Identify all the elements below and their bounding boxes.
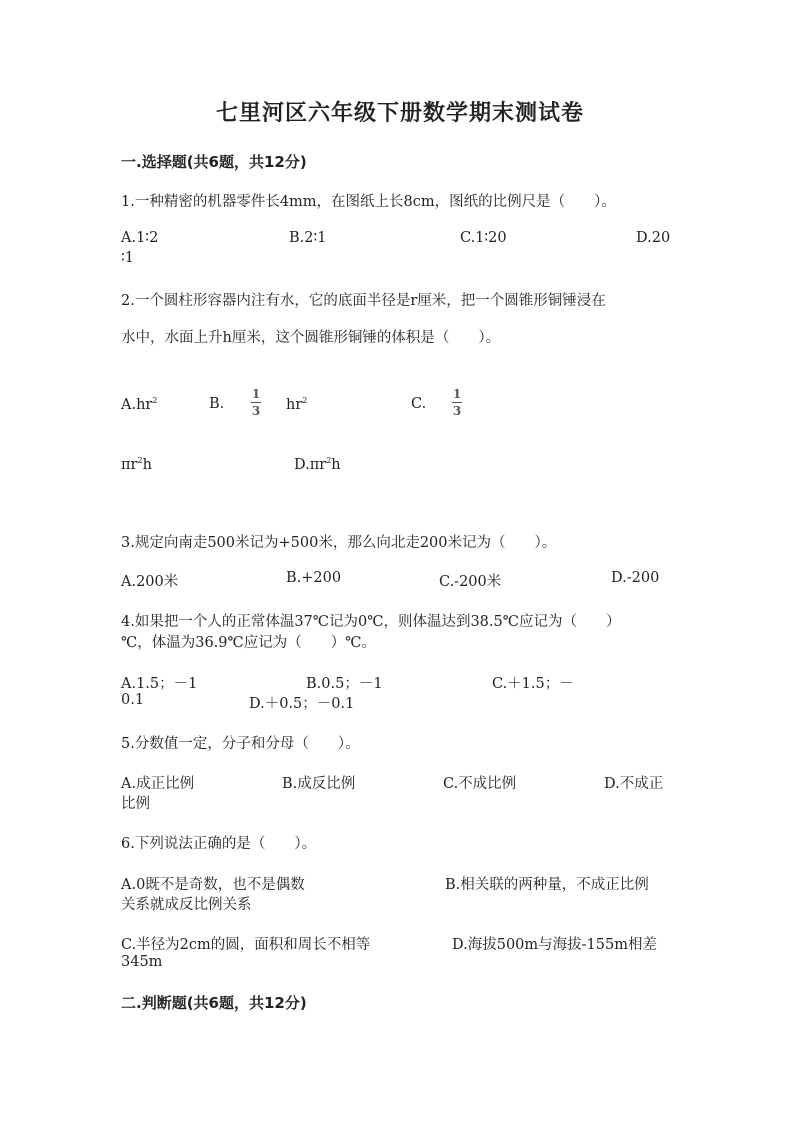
- question-3-option-c: C.-200米: [439, 574, 502, 590]
- question-5-option-d: D.不成正: [604, 776, 664, 792]
- question-2-option-d: [294, 456, 341, 473]
- question-6-stem: 6.下列说法正确的是（ ）。: [121, 836, 317, 852]
- question-1-option-a: A.1∶2: [121, 230, 159, 246]
- question-6-option-d-continued: 345m: [121, 954, 163, 970]
- question-3-option-b: B.+200: [286, 570, 342, 586]
- section-heading-judgment: 二.判断题(共6题，共12分): [121, 994, 307, 1012]
- question-4-option-d: D.＋0.5；－0.1: [249, 696, 355, 712]
- fraction-numerator: 1: [251, 387, 261, 401]
- question-2-stem-line1: 2.一个圆柱形容器内注有水，它的底面半径是r厘米，把一个圆锥形铜锤浸在: [121, 293, 606, 309]
- question-5-option-b: B.成反比例: [282, 776, 356, 792]
- question-2-option-b-expression: [286, 396, 307, 413]
- question-6-option-d: D.海拔500m与海拔-155m相差: [452, 937, 657, 953]
- question-5-option-d-continued: 比例: [121, 796, 150, 812]
- option-b-text: hr: [286, 396, 303, 413]
- question-4-option-b: B.0.5；－1: [306, 676, 383, 692]
- option-a-exponent: 2: [152, 396, 158, 405]
- question-4-stem-line2: ℃，体温为36.9℃应记为（ ）℃。: [121, 635, 376, 651]
- option-d-exponent: 2: [326, 456, 332, 465]
- question-5-stem: 5.分数值一定，分子和分母（ ）。: [121, 736, 360, 752]
- option-c-exponent: 2: [137, 456, 143, 465]
- question-6-option-b-continued: 关系就成反比例关系: [121, 897, 252, 913]
- question-1-option-d: D.20: [636, 230, 671, 246]
- question-1-option-c: C.1∶20: [460, 230, 507, 246]
- question-4-option-c-continued: 0.1: [121, 692, 145, 708]
- question-3-option-d: D.-200: [611, 570, 660, 586]
- fraction-numerator: 1: [452, 387, 462, 401]
- question-4-option-c: C.＋1.5；－: [492, 676, 574, 692]
- question-2-option-b-label: B.: [209, 396, 225, 412]
- question-1-option-d-continued: ∶1: [121, 250, 134, 266]
- option-c-fraction: [452, 387, 462, 418]
- question-3-option-a: A.200米: [121, 574, 179, 590]
- question-6-option-b: B.相关联的两种量，不成正比例: [445, 877, 649, 893]
- question-6-option-a: A.0既不是奇数，也不是偶数: [121, 877, 305, 893]
- option-c-text: πr: [121, 456, 138, 473]
- fraction-bar: [251, 402, 261, 403]
- fraction-bar: [452, 402, 462, 403]
- section-heading-choice: 一.选择题(共6题，共12分): [121, 153, 307, 171]
- page-title: 七里河区六年级下册数学期末测试卷: [215, 101, 584, 126]
- option-d-text: D.πr: [294, 456, 327, 473]
- option-b-fraction: [251, 387, 261, 418]
- option-d-text-end: h: [331, 456, 341, 473]
- question-4-stem-line1: 4.如果把一个人的正常体温37℃记为0℃，则体温达到38.5℃应记为（ ）: [121, 614, 621, 630]
- question-3-stem: 3.规定向南走500米记为+500米，那么向北走200米记为（ ）。: [121, 535, 557, 551]
- fraction-denominator: 3: [251, 404, 261, 418]
- question-6-option-c: C.半径为2cm的圆，面积和周长不相等: [121, 937, 371, 953]
- option-c-text-end: h: [142, 456, 152, 473]
- question-2-stem-line2: 水中，水面上升h厘米，这个圆锥形铜锤的体积是（ ）。: [121, 330, 501, 346]
- question-5-option-c: C.不成比例: [443, 776, 517, 792]
- question-4-option-a: A.1.5；－1: [121, 676, 198, 692]
- question-1-stem: 1.一种精密的机器零件长4mm，在图纸上长8cm，图纸的比例尺是（ ）。: [121, 194, 616, 210]
- question-2-option-c-continued: [121, 456, 152, 473]
- fraction-denominator: 3: [452, 404, 462, 418]
- question-1-option-b: B.2∶1: [289, 230, 327, 246]
- question-2-option-c-label: C.: [411, 396, 427, 412]
- question-5-option-a: A.成正比例: [121, 776, 195, 792]
- question-2-option-a: [121, 396, 157, 413]
- option-b-exponent: 2: [302, 396, 308, 405]
- option-a-text: A.hr: [121, 396, 153, 413]
